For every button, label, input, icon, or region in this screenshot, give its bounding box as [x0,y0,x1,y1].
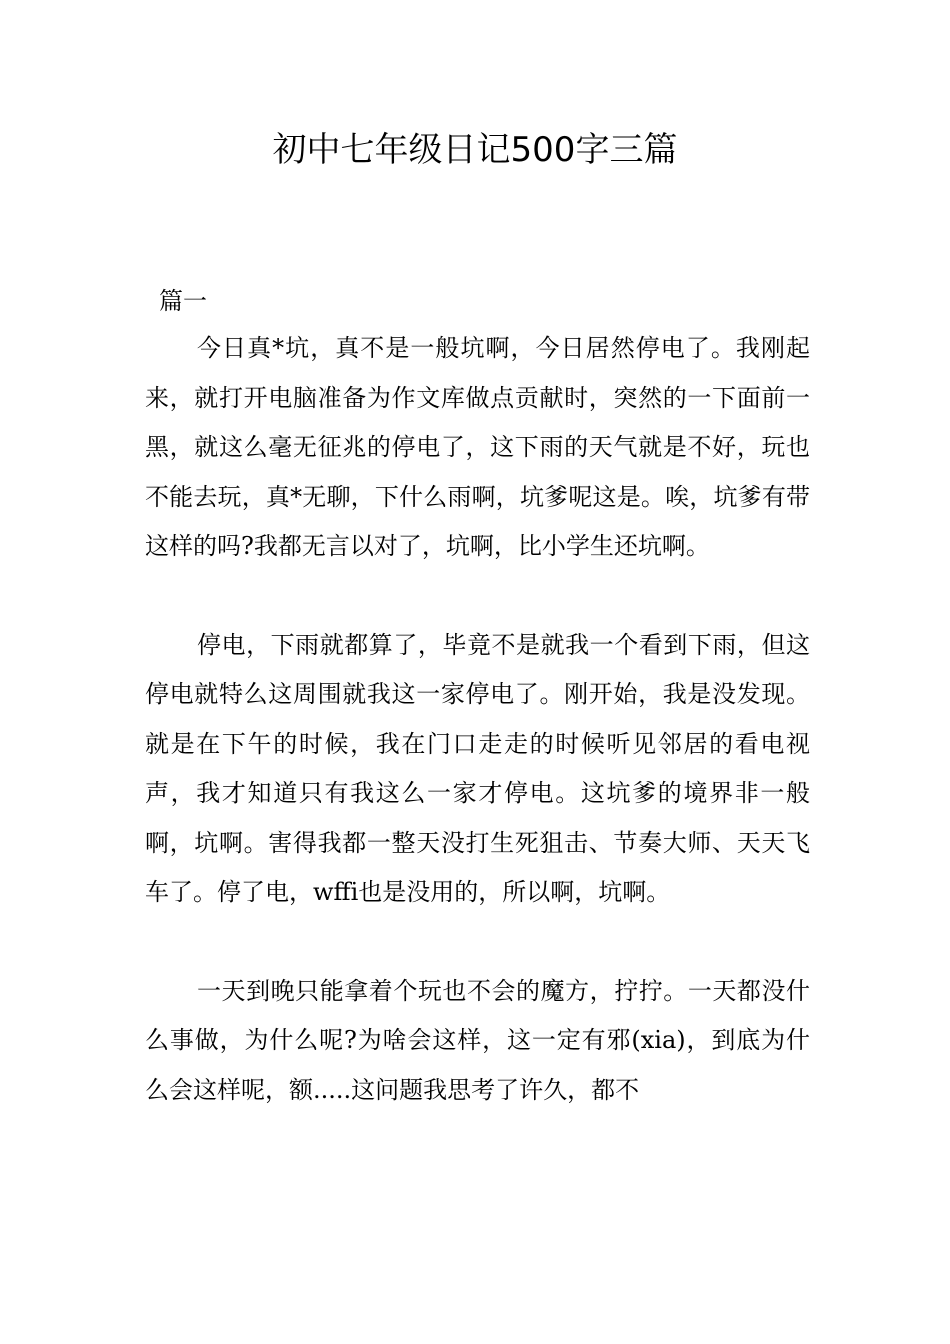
section-heading: 篇一 [159,287,207,315]
paragraph-3: 一天到晚只能拿着个玩也不会的魔方，拧拧。一天都没什么事做，为什么呢?为啥会这样，这一定有邪(xia)，到底为什么会这样呢，额.....这问题我思考了许久，都不 [145,976,810,1104]
paragraph-1: 今日真*坑，真不是一般坑啊，今日居然停电了。我刚起来，就打开电脑准备为作文库做点贡献时，突然的一下面前一黑，就这么毫无征兆的停电了，这下雨的天气就是不好，玩也不能去玩，真*无聊，下什么雨啊，坑爹呢这是。唉，坑爹有带这样的吗?我都无言以对了，坑啊，比小学生还坑啊。 [145,334,810,560]
document-title: 初中七年级日记500字三篇 [272,130,678,170]
paragraph-2: 停电，下雨就都算了，毕竟不是就我一个看到下雨，但这停电就特么这周围就我这一家停电了。刚开始，我是没发现。就是在下午的时候，我在门口走走的时候听见邻居的看电视声，我才知道只有我这么一家才停电。这坑爹的境界非一般啊，坑啊。害得我都一整天没打生死狙击、节奏大师、天天飞车了。停了电，wffi也是没用的，所以啊，坑啊。 [145,630,810,906]
document-body [145,278,810,1115]
